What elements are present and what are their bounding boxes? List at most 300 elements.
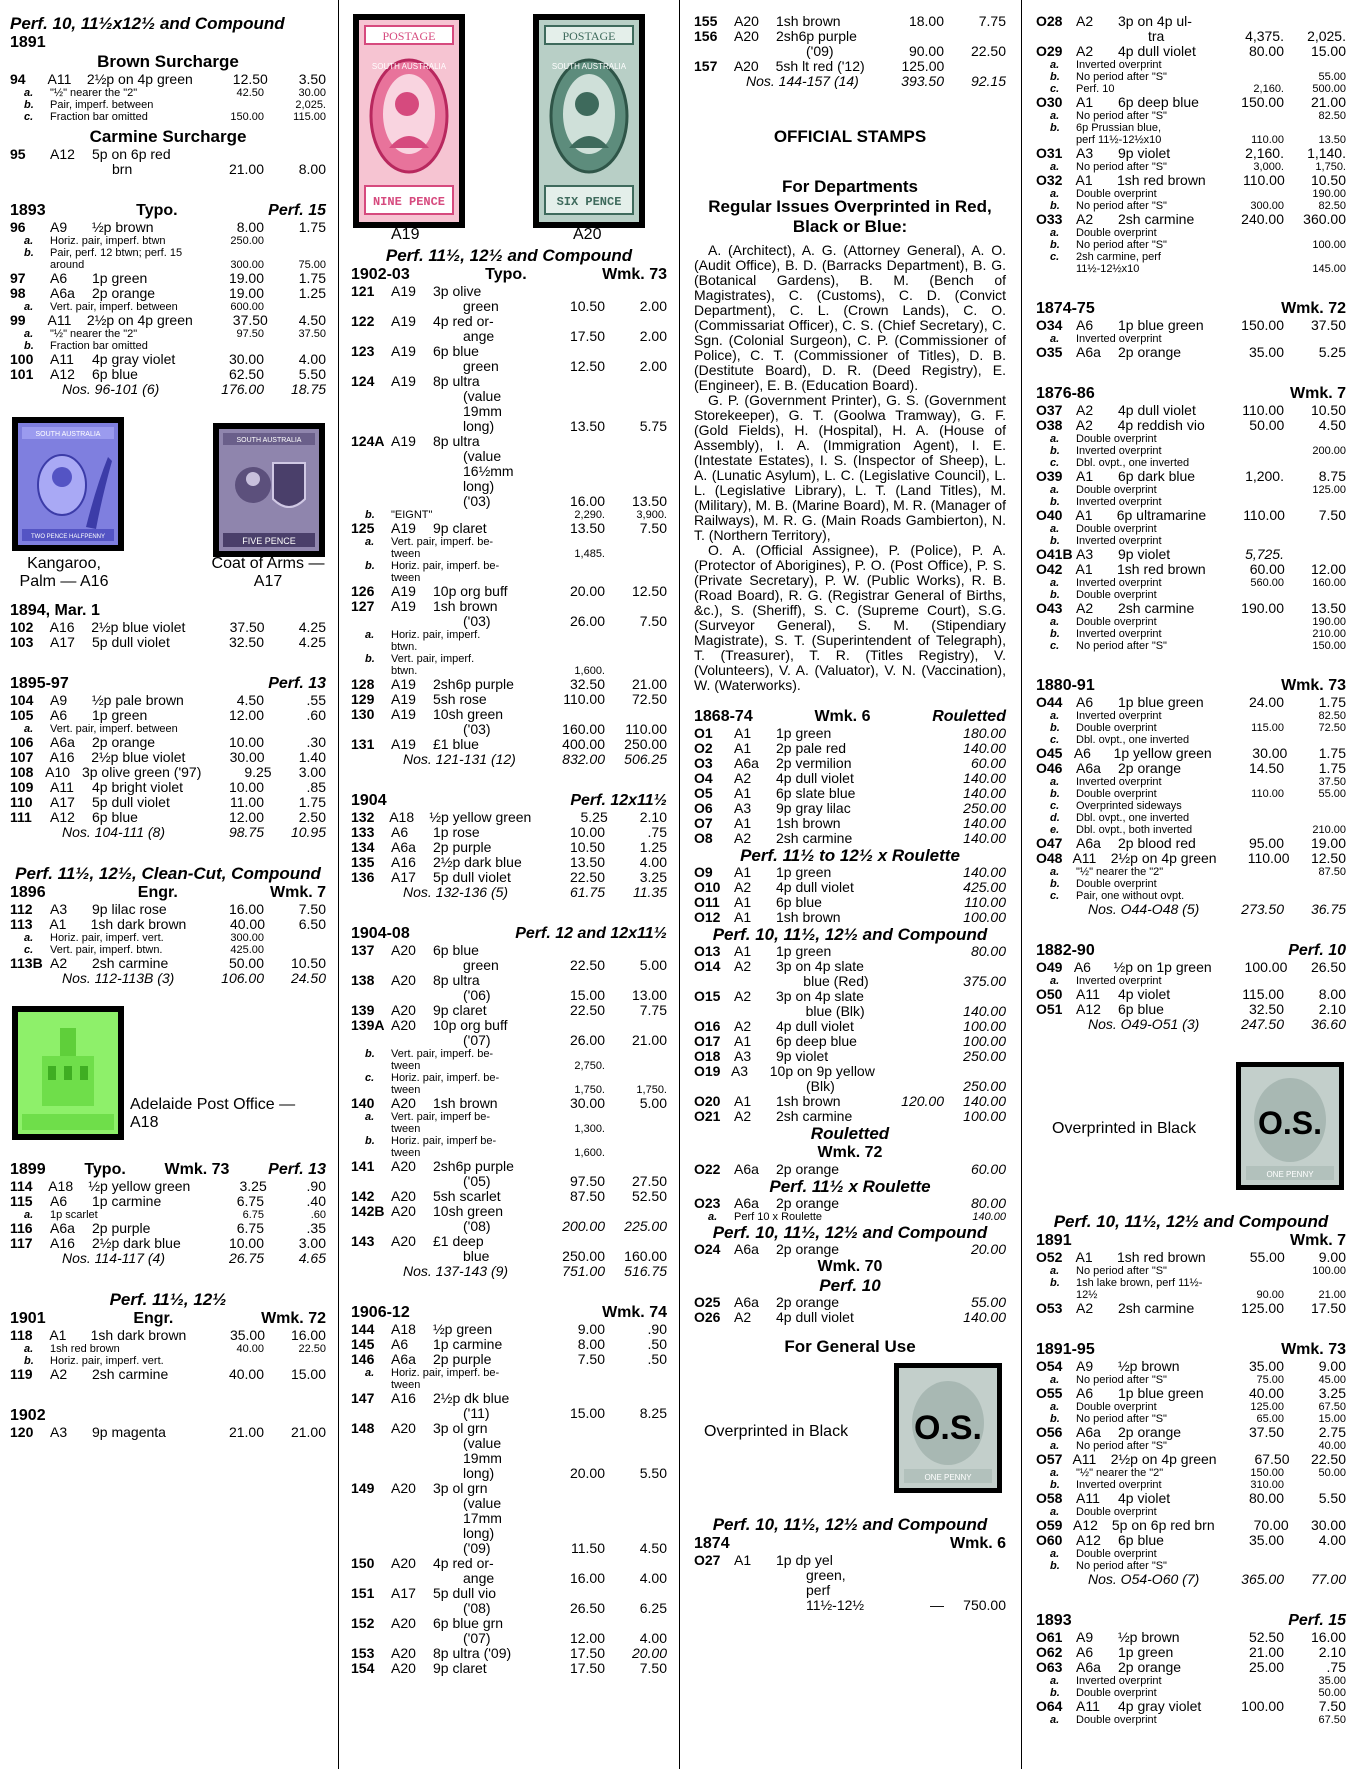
stamp-description: Double overprint	[1076, 1714, 1157, 1726]
unused-value	[1204, 188, 1284, 200]
used-value: 72.50	[631, 691, 667, 707]
stamp-description: blue (Blk)	[805, 1003, 865, 1019]
catalog-number: O13	[694, 943, 721, 959]
used-value: .50	[647, 1336, 667, 1352]
stamp-description: 9p gray lilac	[776, 800, 851, 816]
unused-value	[525, 1111, 605, 1123]
catalog-number: O51	[1036, 1001, 1063, 1017]
design-type	[734, 44, 776, 59]
used-value: 140.00	[963, 785, 1006, 801]
total-row	[351, 752, 667, 767]
catalog-number: 105	[10, 707, 34, 723]
used-value: .40	[306, 1193, 326, 1209]
used-value: 50.00	[1318, 1467, 1346, 1479]
stamp-description: 1sh brown	[433, 598, 498, 614]
stamp-row	[10, 286, 326, 301]
stamp-description: 1sh red brown	[1117, 172, 1206, 188]
design-type	[391, 1526, 433, 1541]
catalog-number: 124	[351, 373, 375, 389]
section-heading: Perf. 11½, 12½	[109, 1290, 227, 1309]
used-value	[944, 1553, 1006, 1568]
unused-value: 12.00	[228, 809, 264, 825]
used-value	[605, 1379, 667, 1391]
variety-row	[1036, 1265, 1346, 1277]
catalog-number	[351, 1406, 391, 1421]
used-value: 8.75	[1318, 468, 1346, 484]
catalog-number: 147	[351, 1390, 375, 1406]
variety-row	[351, 1123, 667, 1135]
catalog-number: 99	[10, 312, 26, 328]
stamp-table	[10, 72, 326, 123]
catalog-number	[351, 464, 391, 479]
design-type: A6a	[734, 1294, 759, 1310]
used-value: 9.00	[1318, 1249, 1346, 1265]
used-value: 67.50	[1318, 1714, 1346, 1726]
stamp-description: 1p green	[776, 725, 832, 741]
section-heading: Perf. 10, 11½, 12½ and Compound	[712, 1223, 988, 1242]
catalog-number	[1036, 29, 1076, 44]
catalog-number: 124A	[351, 433, 385, 449]
unused-value: 110.00	[1242, 172, 1285, 188]
unused-value: 67.50	[1254, 1451, 1290, 1467]
total-row	[351, 885, 667, 900]
used-value: 9.00	[1318, 1358, 1346, 1374]
catalog-number: a.	[24, 87, 34, 99]
used-value: 7.50	[639, 613, 667, 629]
unused-value: 115.00	[1251, 722, 1284, 734]
used-value: 2.10	[1318, 1001, 1346, 1017]
variety-row	[1036, 1714, 1346, 1726]
stamp-row	[10, 271, 326, 286]
unused-value: 1,750.	[574, 1084, 605, 1096]
group-header: 1893 Perf. 15	[1036, 1612, 1346, 1629]
used-value: 1.75	[1318, 760, 1346, 776]
stamp-description: Double overprint	[1076, 878, 1157, 890]
stamp-description: Inverted overprint	[1076, 577, 1162, 589]
used-value	[605, 374, 667, 389]
unused-value: 100.00	[1244, 959, 1288, 975]
catalog-number: 115	[10, 1193, 33, 1209]
used-value	[605, 1496, 667, 1511]
variety-row	[1036, 722, 1346, 734]
design-type: A2	[1076, 1300, 1094, 1316]
catalog-number: O28	[1036, 13, 1063, 29]
used-value: 360.00	[1303, 211, 1346, 227]
section-heading: Perf. 10, 11½, 12½ and Compound	[712, 1515, 988, 1534]
stamp-description: 10p on 9p yellow	[769, 1063, 875, 1079]
stamp-row	[1036, 851, 1346, 866]
catalog-number: O15	[694, 988, 721, 1004]
stamp-row	[351, 314, 667, 329]
catalog-number: 133	[351, 824, 375, 840]
stamp-description: No period after "S"	[1076, 1374, 1167, 1386]
design-type	[391, 1436, 433, 1451]
catalog-number: b.	[1050, 71, 1060, 83]
column-2	[351, 14, 667, 1764]
used-value: 5.25	[1318, 344, 1346, 360]
stamp-text: SOUTH AUSTRALIA	[35, 431, 101, 438]
subsection-heading: For General Use	[784, 1337, 916, 1356]
catalog-number: 113B	[10, 955, 43, 971]
stamp-row	[1036, 95, 1346, 110]
unused-value	[864, 771, 944, 786]
stamp-description: Horiz. pair, imperf. be-	[391, 560, 500, 572]
catalog-number: 117	[10, 1235, 33, 1251]
used-value: 13.50	[1310, 600, 1346, 616]
unused-value	[525, 1379, 605, 1391]
unused-value: 61.75	[569, 884, 605, 900]
stamp-row	[1036, 403, 1346, 418]
catalog-number: 154	[351, 1660, 375, 1676]
stamp-row	[351, 1556, 667, 1571]
used-value: 250.00	[963, 800, 1006, 816]
variety-row	[694, 1211, 1006, 1223]
stamp-description: Double overprint	[1076, 1687, 1157, 1699]
used-value	[944, 29, 1006, 44]
stamp-description: 2½p blue violet	[91, 619, 186, 635]
design-type: A20	[391, 1420, 416, 1436]
group-header: 1893 Typo. Perf. 15	[10, 202, 326, 219]
used-value: 60.00	[970, 1161, 1006, 1177]
used-value: 37.50	[1318, 776, 1346, 788]
stamp-caption: Kangaroo, Palm — A16	[19, 555, 109, 590]
stamp-row	[694, 1004, 1006, 1019]
unused-value	[1204, 14, 1284, 29]
unused-value: 32.50	[569, 676, 605, 692]
unused-value	[525, 1204, 605, 1219]
used-value: 4.25	[298, 619, 326, 635]
unused-value: 22.50	[569, 957, 605, 973]
stamp-row	[694, 989, 1006, 1004]
used-value: 160.00	[1312, 577, 1346, 589]
catalog-number: 106	[10, 734, 34, 750]
catalog-number: 110	[10, 794, 33, 810]
unused-value: 70.00	[1253, 1517, 1289, 1533]
catalog-number	[694, 1583, 734, 1598]
unused-value	[184, 247, 264, 259]
stamp-description: Dbl. ovpt., one inverted	[1076, 734, 1190, 746]
design-type: A1	[49, 916, 67, 932]
unused-value	[864, 1034, 944, 1049]
stamp-description: 4p dull violet	[776, 770, 854, 786]
catalog-number: a.	[24, 328, 34, 340]
used-value: 55.00	[970, 1294, 1006, 1310]
used-value	[944, 1568, 1006, 1583]
unused-value: 26.75	[228, 1250, 264, 1266]
stamp-row	[351, 1661, 667, 1676]
stamp-row	[694, 1064, 1006, 1079]
used-value: 115.00	[293, 111, 326, 123]
stamp-description: Double overprint	[1076, 1401, 1157, 1413]
stamp-description: (value	[463, 1435, 502, 1451]
stamp-description: £1 deep	[433, 1233, 484, 1249]
unused-value: 90.00	[908, 43, 944, 59]
design-type	[391, 1541, 433, 1556]
variety-row	[1036, 59, 1346, 71]
used-value	[605, 1511, 667, 1526]
catalog-number: O52	[1036, 1249, 1063, 1265]
unused-value: 9.00	[577, 1321, 605, 1337]
stamp-row	[10, 693, 326, 708]
catalog-number: O59	[1036, 1517, 1063, 1533]
catalog-number: O44	[1036, 694, 1063, 710]
stamp-table	[10, 693, 326, 840]
design-type	[391, 1174, 433, 1189]
used-value: 7.75	[978, 13, 1006, 29]
design-type: A6a	[1076, 1659, 1101, 1675]
total-label: Nos. 104-111 (8)	[62, 824, 165, 840]
section-heading: Perf. 11½, 12½, Clean-Cut, Compound	[15, 864, 321, 883]
unused-value: 16.00	[569, 493, 605, 509]
stamp-description: Dbl. ovpt., one inverted	[1076, 812, 1190, 824]
design-type: A18	[389, 809, 415, 825]
design-type: A6	[1073, 959, 1091, 975]
used-value: 160.00	[624, 1248, 667, 1264]
stamp-row	[351, 1496, 667, 1511]
design-type	[391, 1033, 433, 1048]
stamp-description: Dbl. ovpt., one inverted	[1076, 457, 1190, 469]
stamp-description: 1p dp yel	[776, 1552, 833, 1568]
catalog-number: 145	[351, 1336, 375, 1352]
stamp-description: No period after "S"	[1076, 71, 1167, 83]
stamp-description: 1p green	[776, 864, 832, 880]
used-value: 2.00	[639, 328, 667, 344]
stamp-row	[1036, 1660, 1346, 1675]
stamp-row	[351, 1003, 667, 1018]
catalog-number: c.	[1050, 457, 1060, 469]
catalog-number: 128	[351, 676, 375, 692]
stamp-description: 2sh carmine	[92, 1366, 169, 1382]
unused-value	[864, 1295, 944, 1310]
stamp-description: Pair, one without ovpt.	[1076, 890, 1185, 902]
design-type: A11	[1076, 1698, 1100, 1714]
unused-value: 60.00	[1249, 561, 1285, 577]
stamp-row	[1036, 562, 1346, 577]
unused-value: 247.50	[1241, 1016, 1284, 1032]
unused-value	[525, 1018, 605, 1033]
design-type: A6	[50, 707, 68, 723]
design-type: A6a	[734, 1241, 759, 1257]
stamp-description: Vert. pair, imperf. be-	[391, 1048, 494, 1060]
design-type: A2	[50, 1366, 68, 1382]
group-header: 1902-03 Typo. Wmk. 73	[351, 266, 667, 283]
used-value: 1.75	[298, 270, 326, 286]
unused-value: 240.00	[1241, 211, 1284, 227]
used-value: 22.50	[1310, 1451, 1346, 1467]
stamp-description: "½" nearer the "2"	[50, 328, 138, 340]
unused-value: 20.00	[569, 583, 605, 599]
unused-value	[1204, 800, 1284, 812]
used-value: .60	[310, 1209, 326, 1221]
stamp-row	[351, 374, 667, 389]
stamp-description: 1sh red brown	[1117, 1249, 1206, 1265]
catalog-number: 97	[10, 270, 26, 286]
stamp-description: Double overprint	[1076, 788, 1157, 800]
stamp-description: Horiz. pair, imperf be-	[391, 1135, 497, 1147]
unused-value	[525, 1234, 605, 1249]
stamp-row	[1036, 345, 1346, 360]
stamp-table	[1036, 14, 1346, 275]
unused-value	[525, 1556, 605, 1571]
used-value: .75	[1326, 1659, 1346, 1675]
stamp-row	[10, 795, 326, 810]
stamp-row	[10, 780, 326, 795]
design-type	[391, 1631, 433, 1646]
unused-value: 40.00	[1248, 1385, 1284, 1401]
unused-value	[864, 1568, 944, 1583]
group-header: 1904-08 Perf. 12 and 12x11½	[351, 925, 667, 942]
design-type: A1	[734, 943, 752, 959]
stamp-description: 1p green	[92, 270, 148, 286]
design-type	[734, 1583, 776, 1598]
design-type: A6a	[1076, 760, 1101, 776]
catalog-number	[351, 1601, 391, 1616]
catalog-number	[1036, 263, 1076, 275]
stamp-row	[351, 464, 667, 479]
used-value	[944, 989, 1006, 1004]
catalog-number: O63	[1036, 1659, 1063, 1675]
stamp-row	[694, 786, 1006, 801]
stamp-row	[694, 1310, 1006, 1325]
catalog-number: b.	[365, 653, 375, 665]
catalog-number: O62	[1036, 1644, 1063, 1660]
design-type: A19	[391, 598, 416, 614]
unused-value	[525, 707, 605, 722]
stamp-description: perf 11½-12½x10	[1076, 134, 1162, 146]
design-type: A9	[1076, 1358, 1094, 1374]
design-type: A20	[734, 28, 759, 44]
stamp-row	[694, 1568, 1006, 1583]
stamp-table	[10, 220, 326, 397]
stamp-row	[351, 1204, 667, 1219]
used-value: 82.50	[1318, 110, 1346, 122]
unused-value	[864, 1049, 944, 1064]
used-value: 22.50	[970, 43, 1006, 59]
used-value: 80.00	[970, 943, 1006, 959]
stamp-row	[351, 1391, 667, 1406]
stamp-description: 8p ultra ('09)	[433, 1645, 512, 1661]
design-type: A1	[734, 1033, 752, 1049]
catalog-number	[351, 329, 391, 344]
catalog-number: 149	[351, 1480, 375, 1496]
stamp-row	[10, 735, 326, 750]
unused-value: 22.50	[569, 1002, 605, 1018]
stamp-row	[694, 1094, 1006, 1109]
unused-value	[525, 1391, 605, 1406]
unused-value: 17.50	[569, 328, 605, 344]
unused-value	[525, 389, 605, 404]
stamp-description: tween	[391, 1379, 421, 1391]
section-heading: Perf. 10	[819, 1276, 881, 1295]
variety-row	[1036, 866, 1346, 878]
catalog-number	[351, 1123, 391, 1135]
unused-value	[1204, 523, 1284, 535]
stamp-row	[351, 584, 667, 599]
used-value: 5.50	[1318, 1490, 1346, 1506]
unused-value	[525, 1451, 605, 1466]
stamp-description: 8p ultra	[433, 972, 480, 988]
unused-value: 35.00	[1248, 1532, 1284, 1548]
unused-value: 30.00	[229, 749, 265, 765]
unused-value	[525, 434, 605, 449]
catalog-number: 114	[10, 1178, 33, 1194]
used-value: 21.00	[631, 1032, 667, 1048]
unused-value: 87.50	[569, 1188, 605, 1204]
stamp-description: 2p orange	[92, 285, 156, 301]
group-header: 1899 Typo. Wmk. 73 Perf. 13	[10, 1161, 326, 1178]
stamp-description: No period after "S"	[1076, 239, 1167, 251]
used-value: 37.50	[1310, 317, 1346, 333]
used-value	[1284, 523, 1346, 535]
unused-value	[1204, 122, 1284, 134]
stamp-description: around	[50, 259, 85, 271]
stamp-description: Inverted overprint	[1076, 59, 1162, 71]
catalog-number: b.	[1050, 788, 1060, 800]
stamp-row	[351, 1541, 667, 1556]
stamp-description: Inverted overprint	[1076, 445, 1162, 457]
stamp-row	[694, 944, 1006, 959]
catalog-number: O45	[1036, 745, 1063, 761]
stamp-description: (value	[463, 448, 502, 464]
paragraph: O. A. (Official Assignee), P. (Police), P. A. (Protector of Aborigines), P. O. (Post Office), P. S. (Private Secretary), P. W. (Public Works), R. B. (Road Board), R. G. (Registrar General of Births, &c.), S. (Sheriff), S. C. (Supreme Court), S.G. (Surveyor General), S. M. (Stipendiary Magistrate), S. T. (Superintendent of Telegraph), T. (Treasurer), T. R. (Titles Registry), V. (Volunteers), V. A. (Valuator), V. N. (Vaccination), W. (Waterworks).	[694, 542, 1006, 693]
stamp-row	[351, 1249, 667, 1264]
catalog-number	[694, 1598, 734, 1613]
used-value	[605, 314, 667, 329]
used-value: 5.00	[639, 1095, 667, 1111]
used-value	[605, 548, 667, 560]
design-type: A19	[391, 433, 416, 449]
unused-value: 110.00	[1242, 402, 1284, 418]
design-type: A2	[1076, 211, 1094, 227]
stamp-caption: A19	[391, 226, 420, 243]
stamp-row	[10, 917, 326, 932]
used-value: 375.00	[963, 973, 1006, 989]
used-value: 140.00	[963, 740, 1006, 756]
unused-value: 26.00	[569, 613, 605, 629]
used-value: 1,750.	[1315, 161, 1346, 173]
stamp-row	[1036, 1250, 1346, 1265]
design-type	[391, 1571, 433, 1586]
unused-value: 1,600.	[574, 1147, 605, 1159]
design-type: A1	[734, 1093, 752, 1109]
stamp-image-a19	[353, 14, 465, 228]
unused-value: 14.50	[1248, 760, 1284, 776]
catalog-number: 136	[351, 869, 375, 885]
catalog-number: b.	[1050, 1277, 1060, 1289]
unused-value: 7.50	[577, 1351, 605, 1367]
unused-value	[864, 895, 944, 910]
catalog-number: a.	[1050, 188, 1060, 200]
variety-row	[351, 1135, 667, 1147]
design-type: A20	[391, 942, 416, 958]
design-type: A2	[734, 1018, 752, 1034]
used-value: 225.00	[624, 1218, 667, 1234]
stamp-description: long)	[463, 1465, 495, 1481]
unused-value	[864, 1211, 944, 1223]
catalog-number: O29	[1036, 43, 1063, 59]
catalog-number: O6	[694, 800, 713, 816]
stamp-table	[351, 1322, 667, 1676]
variety-row	[1036, 640, 1346, 652]
stamp-row	[1036, 1301, 1346, 1316]
catalog-number	[351, 1511, 391, 1526]
catalog-number: O24	[694, 1241, 721, 1257]
stamp-description: perf	[806, 1582, 831, 1598]
stamp-row	[694, 1196, 1006, 1211]
used-value: 750.00	[963, 1597, 1006, 1613]
design-type: A6a	[1076, 1424, 1101, 1440]
stamp-image-os	[1236, 1062, 1344, 1190]
